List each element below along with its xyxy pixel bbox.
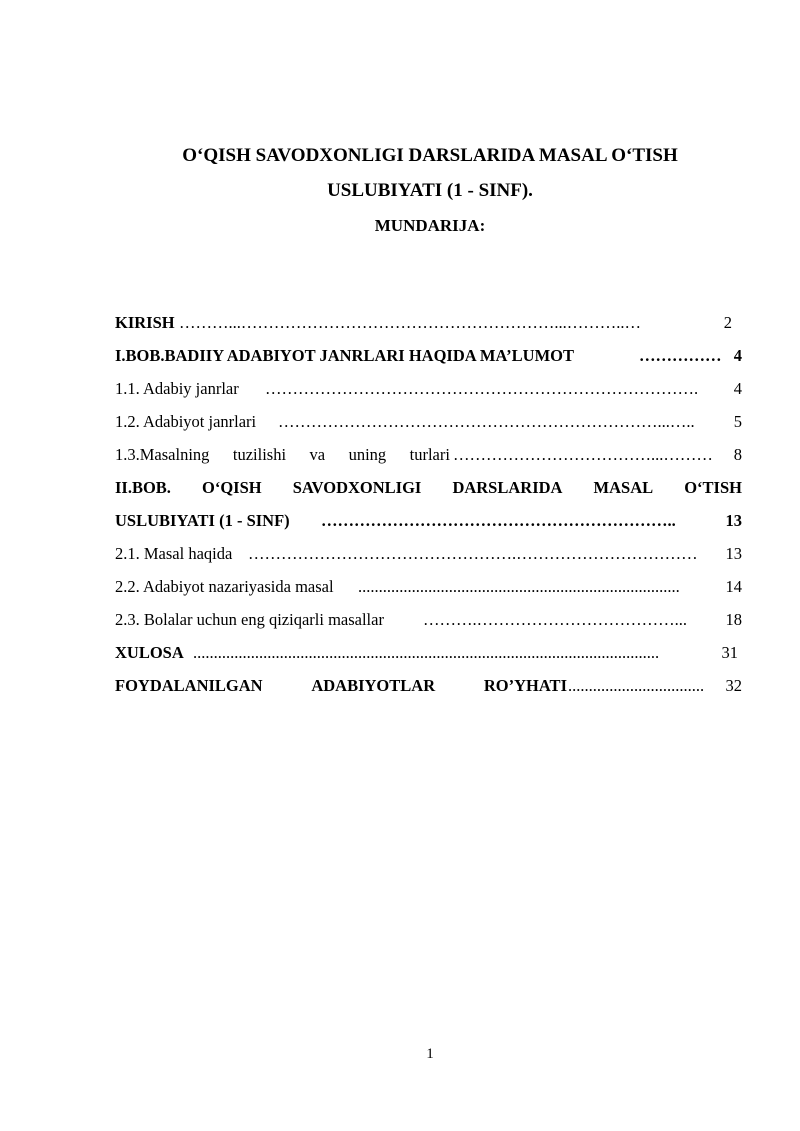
toc-leader: .................................................................................................................: [193, 643, 660, 662]
toc-page-number: 32: [725, 676, 742, 695]
toc-entry-xulosa[interactable]: [115, 642, 742, 664]
toc-leader: …………………………………………………………………….: [265, 379, 699, 398]
document-title-line-2: USLUBIYATI (1 - SINF).: [327, 180, 533, 201]
toc-page-number: 4: [733, 346, 742, 365]
toc-word: turlari: [409, 445, 450, 464]
toc-entry-bibliography[interactable]: [115, 675, 742, 697]
toc-entry-label: I.BOB.BADIIY ADABIYOT JANRLARI HAQIDA MA’LUMOT: [115, 346, 574, 365]
toc-entry-1-3[interactable]: [115, 444, 742, 466]
toc-leader: ……………………………………………………………...…..: [278, 412, 695, 431]
toc-entry-2-1[interactable]: [115, 543, 742, 565]
contents-heading: MUNDARIJA:: [374, 216, 486, 235]
toc-leader: ………………………………………………………..: [321, 511, 676, 530]
toc-leader: ……….………………………………...: [423, 610, 687, 629]
toc-page-number: 18: [725, 610, 742, 629]
toc-leader: ……………: [639, 346, 722, 365]
toc-entry-label: 1.2. Adabiyot janrlari: [115, 412, 257, 431]
toc-entry-1-2[interactable]: [115, 411, 742, 433]
toc-leader: ………………………………...………: [453, 445, 713, 464]
toc-page-number: 2: [723, 313, 732, 332]
toc-leader: ..............................................................................: [358, 577, 680, 596]
toc-entry-label: [115, 477, 742, 499]
toc-entry-label: [115, 444, 450, 466]
toc-entry-chapter-1[interactable]: [115, 345, 742, 367]
toc-page-number: 13: [725, 511, 742, 530]
toc-word: uning: [348, 445, 387, 464]
toc-word: O‘TISH: [684, 478, 742, 497]
toc-word: MASAL: [593, 478, 654, 497]
toc-page-number: 13: [725, 544, 742, 563]
toc-entry-label: USLUBIYATI (1 - SINF): [115, 511, 290, 530]
toc-word: O‘QISH: [202, 478, 262, 497]
toc-word: II.BOB.: [115, 478, 171, 497]
toc-page-number: 5: [733, 412, 742, 431]
toc-word: DARSLARIDA: [452, 478, 563, 497]
toc-word: tuzilishi: [232, 445, 287, 464]
page-number: 1: [426, 1046, 434, 1062]
toc-leader: ………...…………………………………………………...………..…: [179, 313, 641, 332]
toc-entry-label: 2.3. Bolalar uchun eng qiziqarli masallar: [115, 610, 384, 629]
toc-word: RO’YHATI: [483, 676, 567, 695]
toc-leader: ………………………………………….……………………………: [248, 544, 698, 563]
toc-entry-1-1[interactable]: [115, 378, 742, 400]
toc-word: SAVODXONLIGI: [292, 478, 422, 497]
toc-page-number: 8: [733, 445, 742, 464]
document-title-line-1: O‘QISH SAVODXONLIGI DARSLARIDA MASAL O‘TISH: [182, 145, 678, 166]
toc-entry-chapter-2-continued[interactable]: [115, 510, 742, 532]
toc-entry-label: 2.2. Adabiyot nazariyasida masal: [115, 577, 334, 596]
toc-page-number: 14: [725, 577, 742, 596]
toc-word: FOYDALANILGAN: [115, 676, 263, 695]
toc-entry-2-3[interactable]: [115, 609, 742, 631]
toc-word: 1.3.Masalning: [115, 445, 210, 464]
toc-entry-label: 1.1. Adabiy janrlar: [115, 379, 239, 398]
toc-entry-label: KIRISH: [115, 313, 175, 332]
toc-entry-chapter-2[interactable]: [115, 477, 742, 499]
toc-entry-label: [115, 675, 567, 697]
toc-word: va: [309, 445, 326, 464]
toc-word: ADABIYOTLAR: [311, 676, 436, 695]
toc-entry-kirish[interactable]: [115, 312, 742, 334]
toc-page-number: 31: [721, 643, 738, 662]
toc-entry-label: 2.1. Masal haqida: [115, 544, 233, 563]
toc-leader: .................................: [568, 676, 705, 695]
toc-entry-label: XULOSA: [115, 643, 184, 662]
toc-entry-2-2[interactable]: [115, 576, 742, 598]
toc-page-number: 4: [733, 379, 742, 398]
